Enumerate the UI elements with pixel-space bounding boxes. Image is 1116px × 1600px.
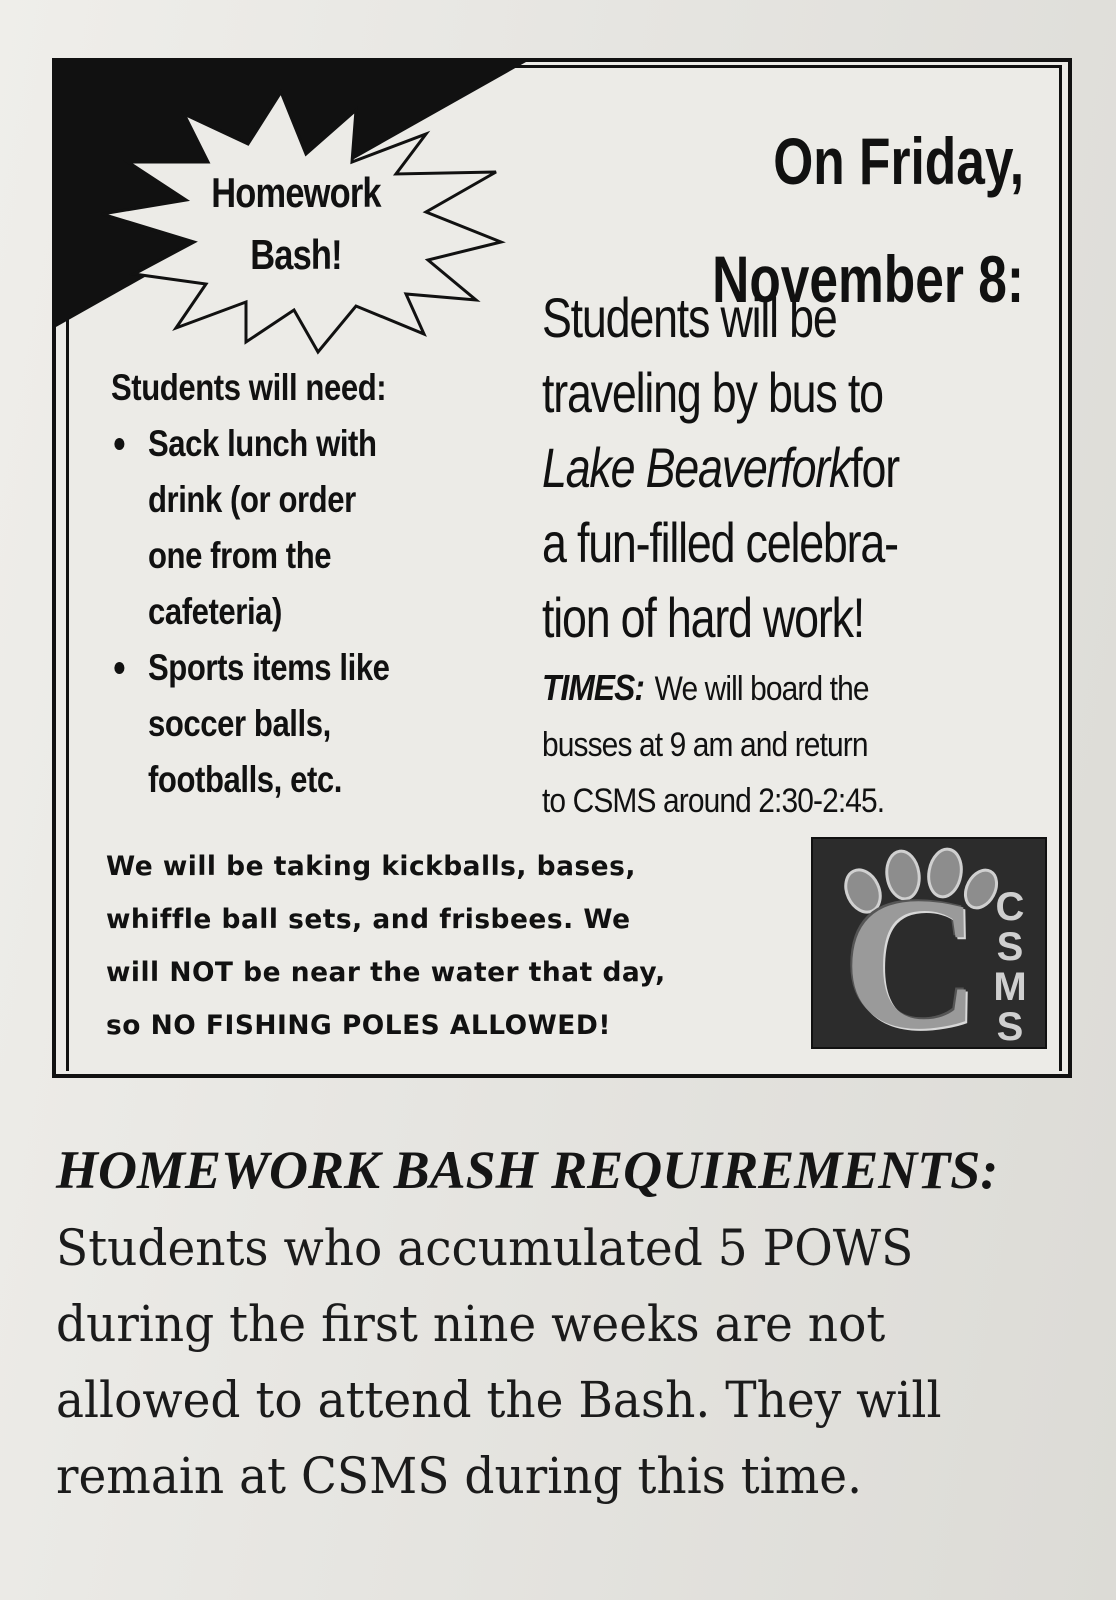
times-block	[542, 660, 1070, 829]
requirements-line-4: remain at CSMS during this time.	[56, 1447, 863, 1505]
school-logo	[811, 837, 1047, 1049]
requirements-title: HOMEWORK BASH REQUIREMENTS:	[56, 1140, 999, 1200]
need-item-1-line-3: one from the	[147, 535, 332, 576]
equipment-line-2: whiffle ball sets, and frisbees. We	[106, 904, 631, 935]
headline-line-2: November 8:	[712, 242, 1024, 316]
need-item-2-line-2: soccer balls,	[147, 703, 331, 744]
burst-line-1: Homework	[211, 169, 381, 216]
equipment-notice	[106, 840, 792, 1052]
announcement-line-3	[542, 430, 990, 505]
times-line-1-text: We will board the	[654, 670, 869, 708]
logo-side-letter-4: S	[996, 1005, 1024, 1049]
need-item-1-line-1: Sack lunch with	[147, 423, 377, 464]
list-item	[111, 640, 464, 808]
headline-line-1: On Friday,	[773, 124, 1024, 198]
logo-side-letter-1: C	[995, 885, 1025, 929]
requirements-body	[56, 1210, 1034, 1514]
times-line-1	[542, 660, 1070, 717]
times-label: TIMES:	[542, 667, 645, 708]
destination-name: Lake Beaverfork	[542, 436, 851, 499]
need-item-1-line-4: cafeteria)	[147, 591, 282, 632]
logo-letter: C	[843, 859, 981, 1049]
times-line-3: to CSMS around 2:30-2:45.	[542, 782, 885, 820]
announcement-line-4: a fun-filled celebra-	[542, 511, 898, 574]
equipment-line-4: so NO FISHING POLES ALLOWED!	[106, 1010, 611, 1041]
logo-side-text	[987, 887, 1033, 1047]
times-line-2: busses at 9 am and return	[542, 726, 868, 764]
logo-side-letter-2: S	[996, 925, 1024, 969]
equipment-line-3: will NOT be near the water that day,	[106, 957, 666, 988]
need-item-2-line-3: footballs, etc.	[147, 759, 342, 800]
requirements-line-1: Students who accumulated 5 POWS	[56, 1219, 914, 1277]
needs-items	[111, 416, 464, 808]
announcement-line-2: traveling by bus to	[542, 361, 883, 424]
list-item	[111, 416, 464, 640]
needs-title: Students will need:	[111, 367, 387, 408]
equipment-line-1: We will be taking kickballs, bases,	[106, 851, 636, 882]
announcement-line-1: Students will be	[542, 286, 837, 349]
need-item-2-line-1: Sports items like	[147, 647, 390, 688]
burst-title	[206, 162, 386, 286]
announcement-line-3-rest: for	[850, 436, 899, 499]
burst-line-2: Bash!	[250, 231, 342, 278]
requirements-line-3: allowed to attend the Bash. They will	[56, 1371, 942, 1429]
flyer-box	[52, 58, 1072, 1078]
need-item-1-line-2: drink (or order	[147, 479, 356, 520]
needs-list	[111, 360, 464, 808]
announcement-text	[542, 280, 990, 655]
announcement-line-5: tion of hard work!	[542, 586, 865, 649]
logo-side-letter-3: M	[993, 965, 1027, 1009]
requirements-line-2: during the first nine weeks are not	[56, 1295, 886, 1353]
